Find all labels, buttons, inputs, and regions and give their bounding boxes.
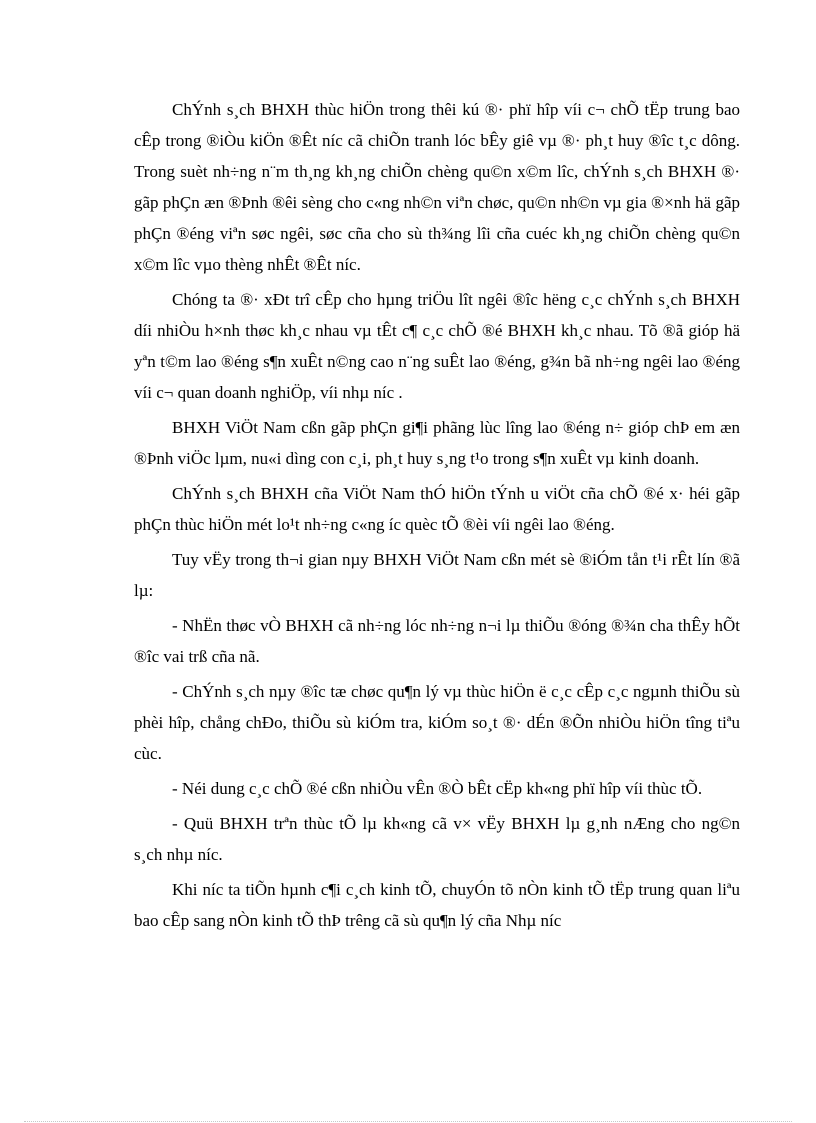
paragraph-policy-implementation: ChÝnh s¸ch BHXH thùc hiÖn trong thêi kú ®· phï hîp víi c¬ chÕ tËp trung bao cÊp trong ®iÒu kiÖn ®Êt níc cã chiÕn tranh lóc bÊy giê vµ ®· ph¸t huy ®îc t¸c dông. Trong suèt nh÷ng n¨m th¸ng kh¸ng chiÕn chèng qu©n x©m lîc, chÝnh s¸ch BHXH ®· gãp phÇn æn ®Þnh ®êi sèng cho c«ng nh©n viªn chøc, qu©n nh©n vµ gia ®×nh hä gãp phÇn ®éng viªn søc ngêi, søc cña cho sù th¾ng lîi cña cuéc kh¸ng chiÕn chèng qu©n x©m lîc vµo thèng nhÊt ®Êt níc. <box>134 100 740 274</box>
list-item-awareness: - NhËn thøc vÒ BHXH cã nh÷ng lóc nh÷ng n¬i lµ thiÕu ®óng ®¾n cha thÊy hÕt ®îc vai trß cña nã. <box>134 616 740 666</box>
paragraph-women-labor: BHXH ViÖt Nam cßn gãp phÇn gi¶i phãng lùc lîng lao ®éng n÷ gióp chÞ em æn ®Þnh viÖc lµm, nu«i dìng con c¸i, ph¸t huy s¸ng t¹o trong s¶n xuÊt vµ kinh doanh. <box>134 418 740 468</box>
list-item-fund: - Quü BHXH trªn thùc tÕ lµ kh«ng cã v× vËy BHXH lµ g¸nh nÆng cho ng©n s¸ch nhµ níc. <box>134 814 740 864</box>
list-item-organization: - ChÝnh s¸ch nµy ®îc tæ chøc qu¶n lý vµ thùc hiÖn ë c¸c cÊp c¸c ngµnh thiÕu sù phèi hîp, chång chÐo, thiÕu sù kiÓm tra, kiÓm so¸t ®· dÉn ®Õn nhiÒu hiÖn tîng tiªu cùc. <box>134 682 740 763</box>
paragraph-social-superiority: ChÝnh s¸ch BHXH cña ViÖt Nam thÓ hiÖn tÝnh u viÖt cña chÕ ®é x· héi gãp phÇn thùc hiÖn mét lo¹t nh÷ng c«ng íc quèc tÕ ®èi víi ngêi lao ®éng. <box>134 484 740 534</box>
paragraph-economic-reform: Khi níc ta tiÕn hµnh c¶i c¸ch kinh tÕ, chuyÓn tõ nÒn kinh tÕ tËp trung quan liªu bao cÊp sang nÒn kinh tÕ thÞ trêng cã sù qu¶n lý cña Nhµ níc <box>134 880 740 930</box>
paragraph-existing-problems-intro: Tuy vËy trong th¬i gian nµy BHXH ViÖt Nam cßn mét sè ®iÓm tån t¹i rÊt lín ®ã lµ: <box>134 550 740 600</box>
list-item-regime-content: - Néi dung c¸c chÕ ®é cßn nhiÒu vÊn ®Ò bÊt cËp kh«ng phï hîp víi thùc tÕ. <box>172 779 703 798</box>
paragraph-benefit-allowances: Chóng ta ®· xÐt trî cÊp cho hµng triÖu lît ngêi ®îc hëng c¸c chÝnh s¸ch BHXH díi nhiÒu h×nh thøc kh¸c nhau vµ tÊt c¶ c¸c chÕ ®é BHXH kh¸c nhau. Tõ ®ã gióp hä yªn t©m lao ®éng s¶n xuÊt n©ng cao n¨ng suÊt lao ®éng, g¾n bã nh÷ng ngêi lao ®éng víi c¬ quan doanh nghiÖp, víi nhµ níc . <box>134 290 740 402</box>
page-bottom-divider <box>24 1121 792 1122</box>
document-page <box>134 94 740 940</box>
